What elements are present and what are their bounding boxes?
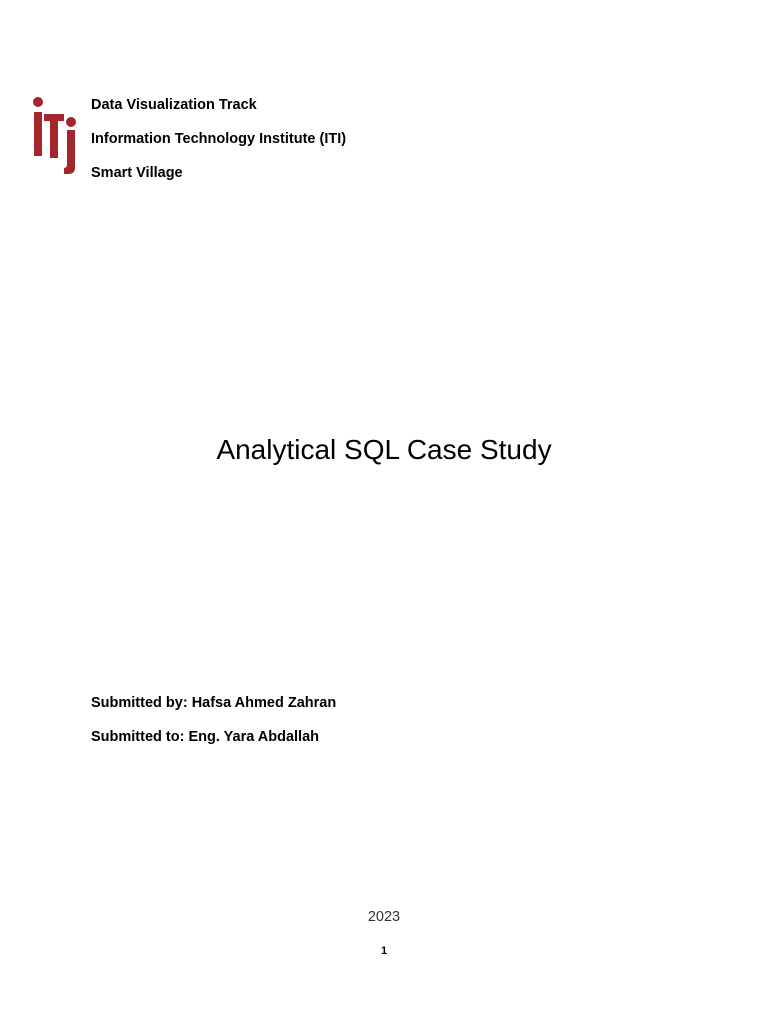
institute-name: Information Technology Institute (ITI) <box>91 131 347 147</box>
track-name: Data Visualization Track <box>91 97 257 113</box>
location-name: Smart Village <box>91 165 183 181</box>
submitted-to: Submitted to: Eng. Yara Abdallah <box>91 729 319 745</box>
submitted-by: Submitted by: Hafsa Ahmed Zahran <box>91 695 337 711</box>
page-number: 1 <box>380 945 388 957</box>
document-title: Analytical SQL Case Study <box>216 434 552 465</box>
document-year: 2023 <box>367 909 401 925</box>
iti-logo-icon <box>31 96 81 176</box>
